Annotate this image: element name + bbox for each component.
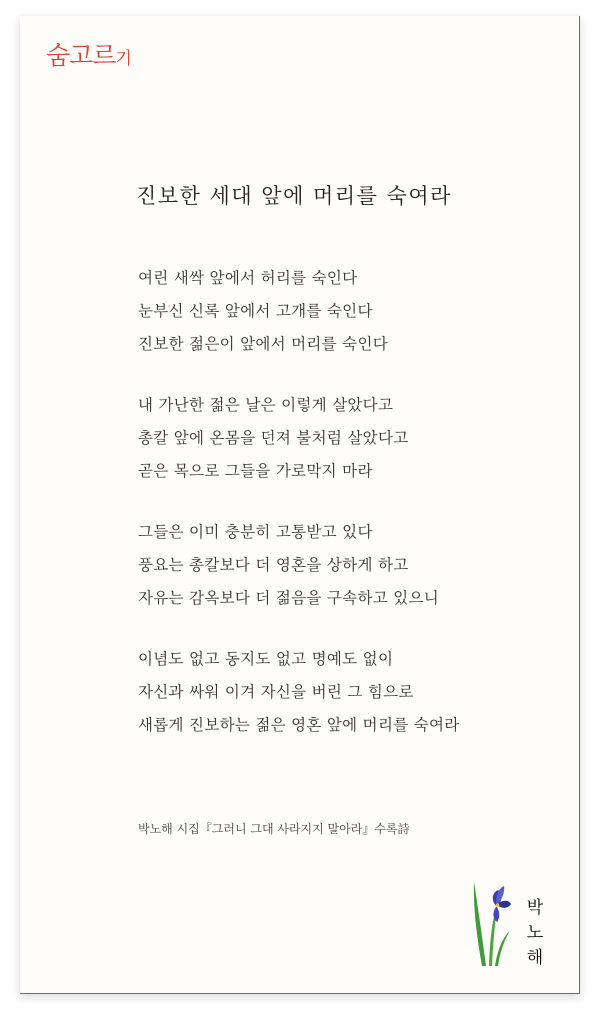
- poem-title: 진보한 세대 앞에 머리를 숙여라: [136, 184, 452, 208]
- poem-line: 자신과 싸워 이겨 자신을 버린 그 힘으로: [138, 683, 414, 701]
- stanza-1: [138, 262, 460, 361]
- logo-small: 기: [115, 49, 131, 69]
- poem-line: 총칼 앞에 온몸을 던져 불처럼 살았다고: [138, 429, 409, 447]
- iris-flower-icon: [470, 878, 520, 968]
- signature-char: 박: [526, 898, 544, 918]
- signature-char: 노: [526, 923, 544, 943]
- stanza-3: [138, 516, 460, 615]
- stanza-4: [138, 643, 460, 742]
- poem-line: 내 가난한 젊은 날은 이렇게 살았다고: [138, 396, 394, 414]
- poem-line: 곧은 목으로 그들을 가로막지 마라: [138, 462, 373, 480]
- poem-line: 눈부신 신록 앞에서 고개를 숙인다: [138, 302, 373, 320]
- poem-line: 그들은 이미 충분히 고통받고 있다: [138, 523, 373, 541]
- poem-line: 진보한 젊은이 앞에서 머리를 숙인다: [138, 335, 389, 353]
- poem-body: [138, 262, 460, 770]
- author-signature: [520, 896, 550, 971]
- site-logo[interactable]: [46, 36, 131, 79]
- poem-line: 여린 새싹 앞에서 허리를 숙인다: [138, 269, 358, 287]
- poem-line: 이념도 없고 동지도 없고 명예도 없이: [138, 650, 394, 668]
- logo-main: 숨고르: [46, 41, 116, 70]
- poem-source: 박노해 시집『그러니 그대 사라지지 말아라』수록詩: [138, 822, 410, 836]
- signature-char: 해: [526, 948, 544, 968]
- poem-line: 자유는 감옥보다 더 젊음을 구속하고 있으니: [138, 589, 440, 607]
- poem-card: [20, 16, 580, 994]
- poem-line: 풍요는 총칼보다 더 영혼을 상하게 하고: [138, 556, 409, 574]
- poem-line: 새롭게 진보하는 젊은 영혼 앞에 머리를 숙여라: [138, 716, 460, 734]
- stanza-2: [138, 389, 460, 488]
